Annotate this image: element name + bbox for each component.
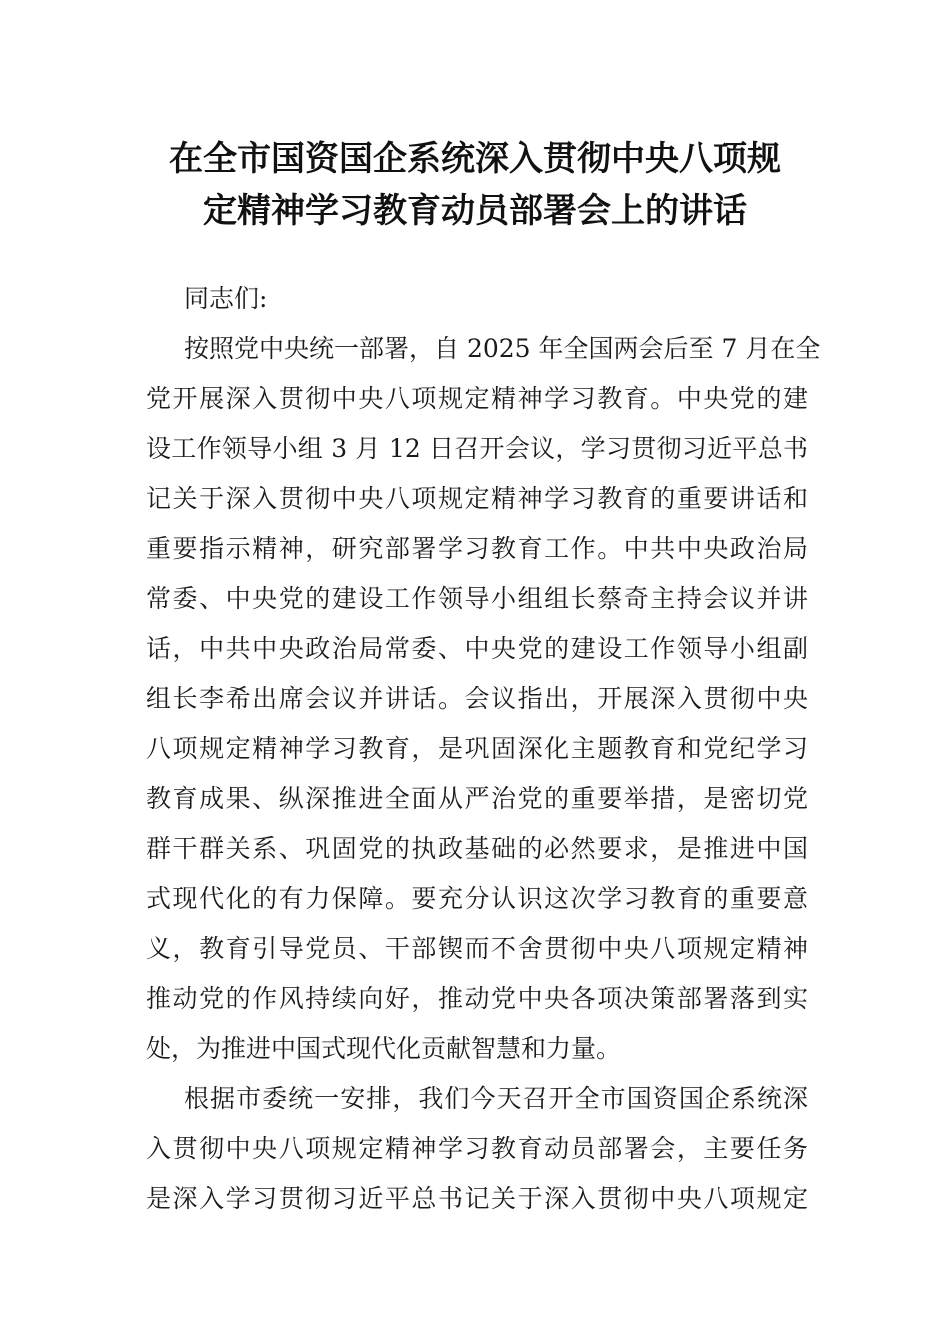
paragraph-line: 常委、中央党的建设工作领导小组组长蔡奇主持会议并讲 — [146, 584, 808, 613]
paragraph-line: 根据市委统一安排，我们今天召开全市国资国企系统深 — [184, 1084, 808, 1113]
paragraph-line: 推动党的作风持续向好，推动党中央各项决策部署落到实 — [146, 984, 808, 1013]
paragraph-line: 按照党中央统一部署，自 2025 年全国两会后至 7 月在全 — [184, 334, 821, 363]
document-title-line-1: 在全市国资国企系统深入贯彻中央八项规 — [169, 139, 781, 179]
paragraph-line: 式现代化的有力保障。要充分认识这次学习教育的重要意 — [146, 884, 808, 913]
paragraph-line: 重要指示精神，研究部署学习教育工作。中共中央政治局 — [146, 534, 808, 563]
paragraph-line: 处，为推进中国式现代化贡献智慧和力量。 — [146, 1034, 622, 1063]
paragraph-line: 入贯彻中央八项规定精神学习教育动员部署会，主要任务 — [146, 1134, 808, 1163]
paragraph-line: 话，中共中央政治局常委、中央党的建设工作领导小组副 — [146, 634, 808, 663]
paragraph-line: 八项规定精神学习教育，是巩固深化主题教育和党纪学习 — [146, 734, 808, 763]
paragraph-line: 设工作领导小组 3 月 12 日召开会议，学习贯彻习近平总书 — [146, 434, 808, 463]
salutation: 同志们: — [184, 284, 268, 313]
paragraph-line: 组长李希出席会议并讲话。会议指出，开展深入贯彻中央 — [146, 684, 808, 713]
paragraph-line: 教育成果、纵深推进全面从严治党的重要举措，是密切党 — [146, 784, 808, 813]
paragraph-line: 是深入学习贯彻习近平总书记关于深入贯彻中央八项规定 — [146, 1184, 808, 1213]
paragraph-line: 群干群关系、巩固党的执政基础的必然要求，是推进中国 — [146, 834, 808, 863]
paragraph-line: 记关于深入贯彻中央八项规定精神学习教育的重要讲话和 — [146, 484, 808, 513]
paragraph-line: 义，教育引导党员、干部锲而不舍贯彻中央八项规定精神 — [146, 934, 808, 963]
document-title-line-2: 定精神学习教育动员部署会上的讲话 — [203, 191, 747, 231]
paragraph-line: 党开展深入贯彻中央八项规定精神学习教育。中央党的建 — [146, 384, 808, 413]
